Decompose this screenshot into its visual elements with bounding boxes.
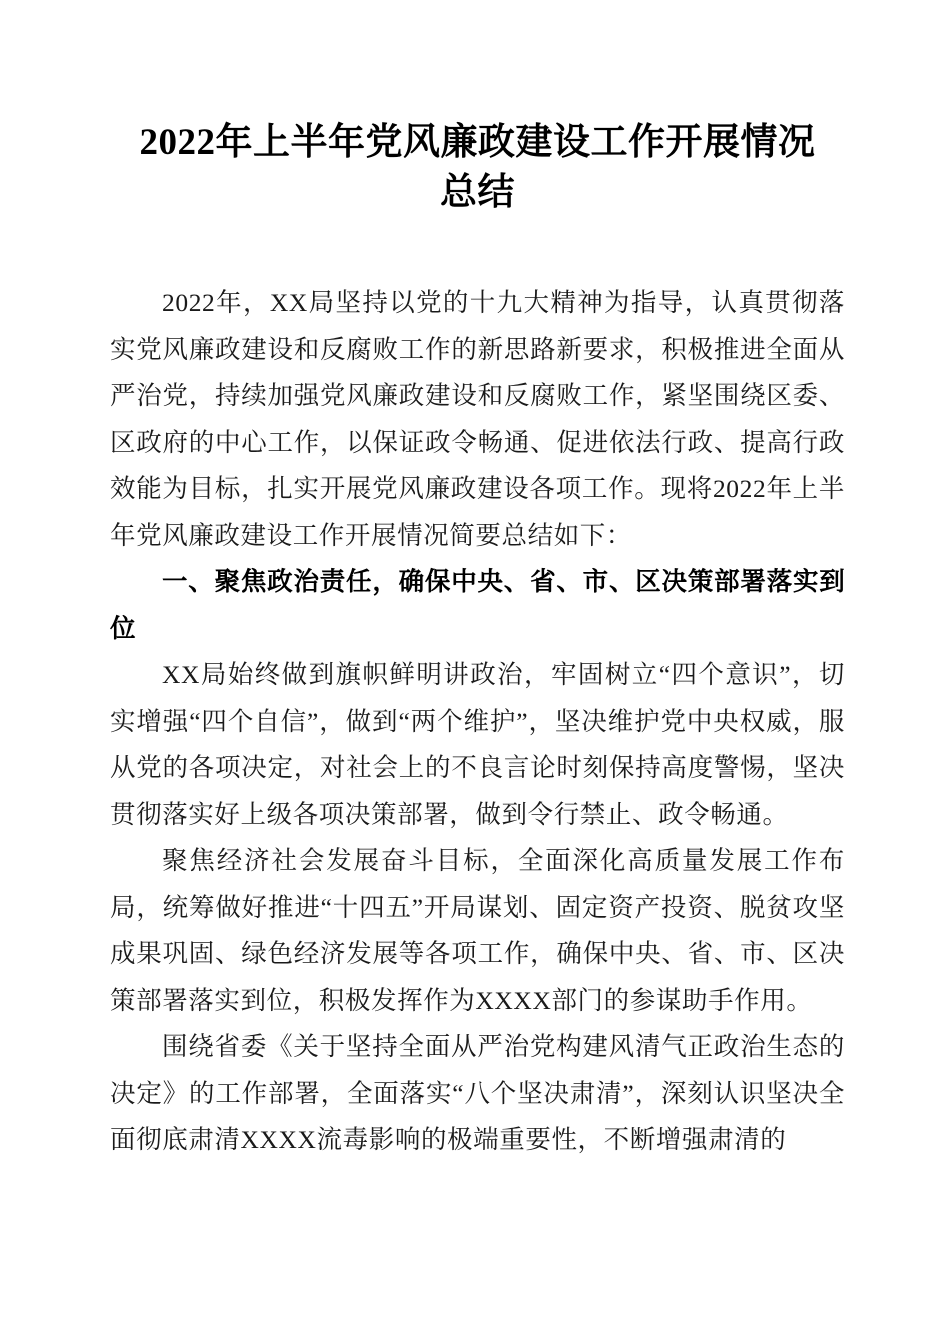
title-spacer	[110, 218, 845, 280]
body-paragraph: XX局始终做到旗帜鲜明讲政治，牢固树立“四个意识”，切实增强“四个自信”，做到“两个维护”，坚决维护党中央权威，服从党的各项决定，对社会上的不良言论时刻保持高度警惕，坚决贯彻落实好上级各项决策部署，做到令行禁止、政令畅通。	[110, 660, 845, 829]
page-title: 2022年上半年党风廉政建设工作开展情况总结	[139, 122, 816, 213]
section-heading: 一、聚焦政治责任，确保中央、省、市、区决策部署落实到位	[110, 567, 845, 644]
body-paragraph: 围绕省委《关于坚持全面从严治党构建风清气正政治生态的决定》的工作部署，全面落实“八个坚决肃清”，深刻认识坚决全面彻底肃清XXXX流毒影响的极端重要性，不断增强肃清的	[110, 1032, 845, 1154]
body-paragraph: 2022年，XX局坚持以党的十九大精神为指导，认真贯彻落实党风廉政建设和反腐败工作的新思路新要求，积极推进全面从严治党，持续加强党风廉政建设和反腐败工作，紧坚围绕区委、区政府的中心工作，以保证政令畅通、促进依法行政、提高行政效能为目标，扎实开展党风廉政建设各项工作。现将2022年上半年党风廉政建设工作开展情况简要总结如下：	[110, 288, 845, 550]
body-paragraph: 聚焦经济社会发展奋斗目标，全面深化高质量发展工作布局，统筹做好推进“十四五”开局谋划、固定资产投资、脱贫攻坚成果巩固、绿色经济发展等各项工作，确保中央、省、市、区决策部署落实到位，积极发挥作为XXXX部门的参谋助手作用。	[110, 846, 845, 1015]
document-body	[110, 118, 845, 1164]
